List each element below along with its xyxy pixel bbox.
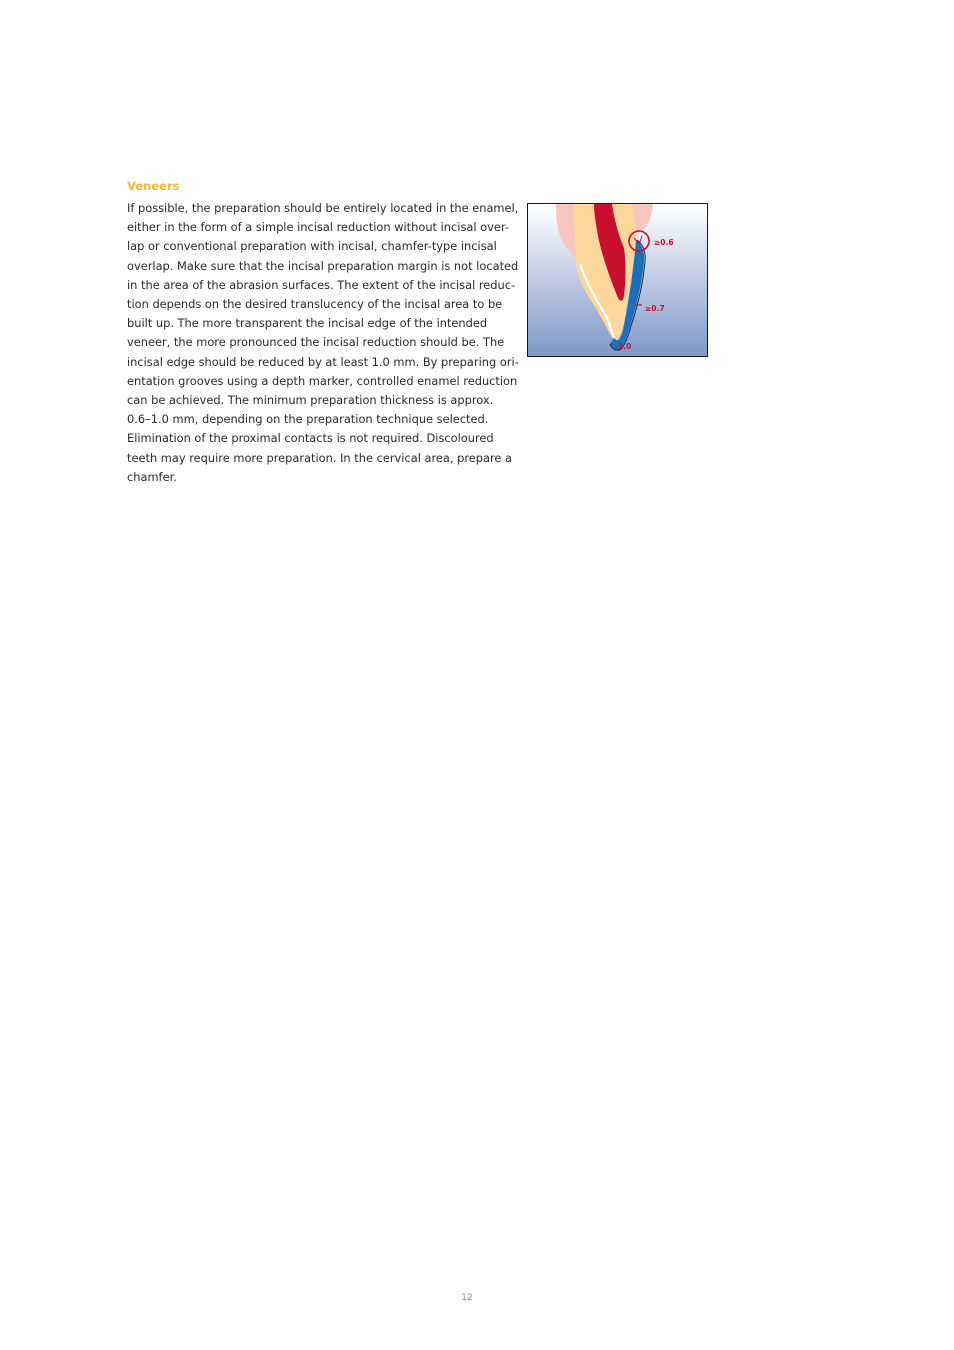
paragraph-line: entation grooves using a depth marker, controlled enamel reduction xyxy=(127,373,518,388)
labial-thickness-label: ≥0.7 xyxy=(645,304,665,313)
paragraph-line: can be achieved. The minimum preparation thickness is approx. xyxy=(127,393,494,408)
paragraph-line: overlap. Make sure that the incisal preparation margin is not located xyxy=(127,258,519,273)
paragraph-line: either in the form of a simple incisal reduction without incisal over- xyxy=(127,220,509,235)
paragraph-line: Elimination of the proximal contacts is not required. Discoloured xyxy=(127,431,494,446)
section-heading: Veneers xyxy=(127,179,180,193)
paragraph-line: teeth may require more preparation. In the cervical area, prepare a xyxy=(127,450,513,465)
tooth-cross-section xyxy=(528,204,707,356)
paragraph-line: chamfer. xyxy=(127,469,177,484)
paragraph-line: lap or conventional preparation with incisal, chamfer-type incisal xyxy=(127,239,497,254)
paragraph-line: incisal edge should be reduced by at least 1.0 mm. By preparing ori- xyxy=(127,354,519,369)
paragraph-line: veneer, the more pronounced the incisal reduction should be. The xyxy=(127,335,505,350)
paragraph-line: 0.6–1.0 mm, depending on the preparation technique selected. xyxy=(127,412,489,427)
paragraph-line: in the area of the abrasion surfaces. The extent of the incisal reduc- xyxy=(127,277,516,292)
incisal-reduction-label: 1.0 xyxy=(618,342,632,351)
veneer-preparation-diagram xyxy=(527,203,708,357)
paragraph-line: built up. The more transparent the incisal edge of the intended xyxy=(127,316,488,331)
body-paragraph xyxy=(127,199,519,487)
paragraph-line: If possible, the preparation should be entirely located in the enamel, xyxy=(127,201,519,215)
paragraph-line: tion depends on the desired translucency of the incisal area to be xyxy=(127,297,503,312)
cervical-thickness-label: ≥0.6 xyxy=(654,238,674,247)
page-number: 12 xyxy=(461,1293,473,1303)
